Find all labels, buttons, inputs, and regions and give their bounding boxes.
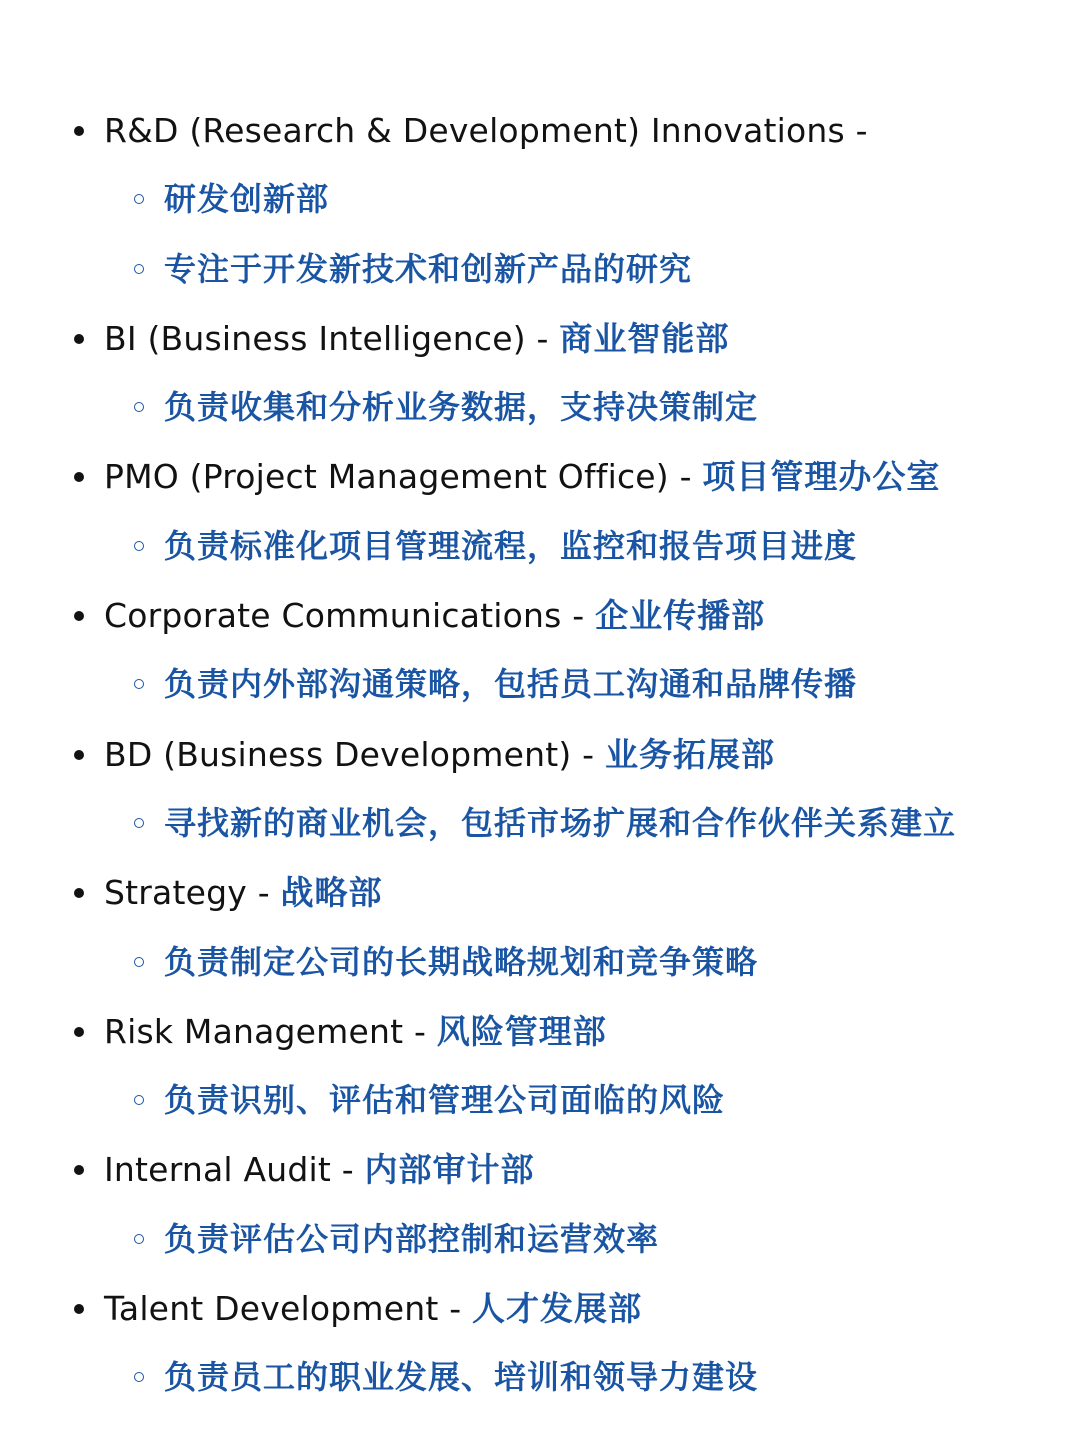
sub-item-text: 负责识别、评估和管理公司面临的风险 <box>164 1081 726 1120</box>
sub-item-text: 寻找新的商业机会，包括市场扩展和合作伙伴关系建立 <box>164 803 957 842</box>
sub-list-item <box>0 373 1080 442</box>
bullet-dot-icon <box>74 334 84 344</box>
sub-item-text: 负责评估公司内部控制和运营效率 <box>164 1219 660 1258</box>
department-name-zh: 人才发展部 <box>472 1289 642 1329</box>
sub-item-text: 负责员工的职业发展、培训和领导力建设 <box>164 1358 759 1397</box>
list-item <box>0 581 1080 650</box>
list-item <box>0 858 1080 927</box>
sub-item-text: 专注于开发新技术和创新产品的研究 <box>164 249 693 288</box>
bullet-dot-icon <box>74 1165 84 1175</box>
list-item <box>0 304 1080 373</box>
department-name-en: PMO (Project Management Office) <box>104 457 669 497</box>
bullet-ring-icon <box>134 541 144 551</box>
bullet-dot-icon <box>74 126 84 136</box>
list-item <box>0 1135 1080 1204</box>
sub-item-text: 负责标准化项目管理流程，监控和报告项目进度 <box>164 526 858 565</box>
sub-list-item <box>0 235 1080 304</box>
sub-list-item <box>0 928 1080 997</box>
separator: - <box>844 111 868 150</box>
sub-item-text: 研发创新部 <box>164 180 330 219</box>
bullet-ring-icon <box>134 957 144 967</box>
sub-list-item <box>0 512 1080 581</box>
bullet-ring-icon <box>134 818 144 828</box>
department-name-en: Strategy <box>104 873 247 913</box>
sub-item-text: 负责内外部沟通策略，包括员工沟通和品牌传播 <box>164 665 858 704</box>
separator: - <box>561 596 596 636</box>
bullet-ring-icon <box>134 402 144 412</box>
department-name-en: Internal Audit <box>104 1150 332 1190</box>
bullet-dot-icon <box>74 611 84 621</box>
sub-list-item <box>0 1205 1080 1274</box>
department-name-en: BD (Business Development) <box>104 734 572 774</box>
bullet-dot-icon <box>74 472 84 482</box>
bullet-ring-icon <box>134 1234 144 1244</box>
separator: - <box>331 1150 365 1190</box>
list-item <box>0 1274 1080 1343</box>
separator: - <box>525 318 560 358</box>
separator: - <box>438 1289 472 1329</box>
bullet-dot-icon <box>74 1304 84 1314</box>
bullet-dot-icon <box>74 1027 84 1037</box>
bullet-ring-icon <box>134 194 144 204</box>
separator: - <box>571 734 605 774</box>
department-name-zh: 战略部 <box>280 873 383 913</box>
sub-list-item <box>0 165 1080 234</box>
list-item <box>0 997 1080 1066</box>
bullet-ring-icon <box>134 1372 144 1382</box>
list-item <box>0 96 1080 165</box>
department-name-en: BI (Business Intelligence) <box>104 318 526 358</box>
bullet-dot-icon <box>74 888 84 898</box>
department-list <box>0 96 1080 1413</box>
sub-list-item <box>0 1343 1080 1412</box>
sub-list-item <box>0 650 1080 719</box>
list-item <box>0 442 1080 511</box>
department-name-zh: 风险管理部 <box>436 1011 607 1051</box>
department-name-en: Talent Development <box>104 1289 439 1329</box>
department-name-zh: 业务拓展部 <box>604 734 775 774</box>
department-name-zh: 商业智能部 <box>559 318 730 358</box>
bullet-ring-icon <box>134 1095 144 1105</box>
bullet-ring-icon <box>134 679 144 689</box>
department-name-en: Corporate Communications <box>104 596 562 636</box>
bullet-ring-icon <box>134 264 144 274</box>
department-name-zh: 企业传播部 <box>595 596 766 636</box>
department-name-zh: 项目管理办公室 <box>702 457 941 497</box>
department-name-zh: 内部审计部 <box>364 1150 535 1190</box>
separator: - <box>403 1011 437 1051</box>
list-item <box>0 720 1080 789</box>
separator: - <box>247 873 281 913</box>
separator: - <box>668 457 703 497</box>
sub-list-item <box>0 789 1080 858</box>
bullet-dot-icon <box>74 750 84 760</box>
sub-list-item <box>0 1066 1080 1135</box>
department-name-en: R&D (Research & Development) Innovations <box>104 111 845 150</box>
sub-item-text: 负责制定公司的长期战略规划和竞争策略 <box>164 942 759 981</box>
department-name-en: Risk Management <box>104 1011 404 1051</box>
sub-item-text: 负责收集和分析业务数据，支持决策制定 <box>164 388 759 427</box>
